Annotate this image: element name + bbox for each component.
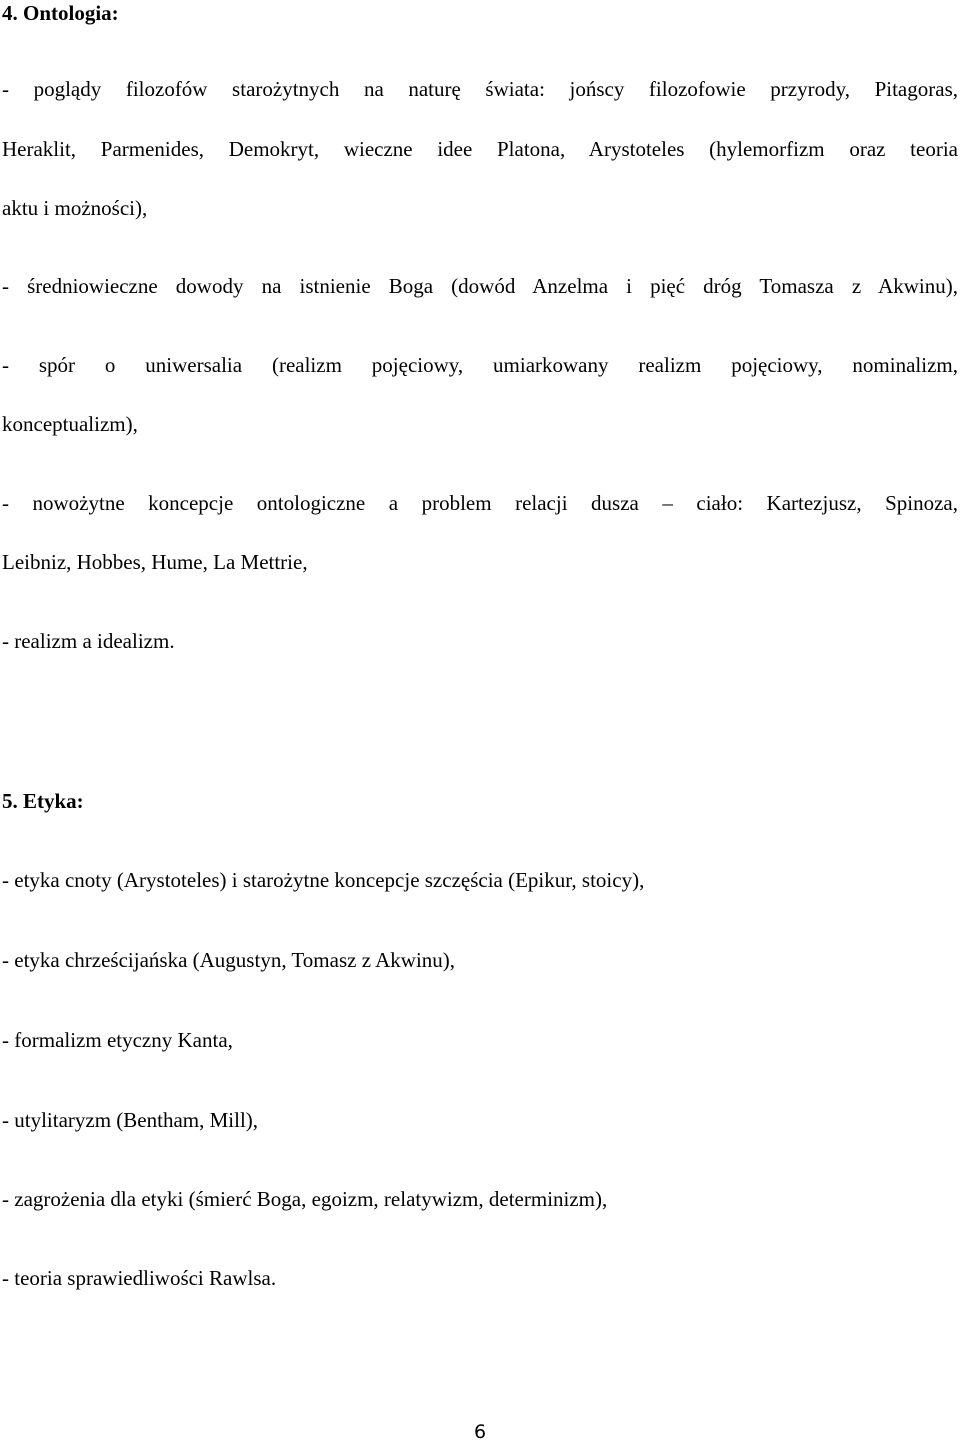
ontologia-line-1: - poglądy filozofów starożytnych na naturę świata: jońscy filozofowie przyrody, Pitagoras, bbox=[2, 77, 958, 101]
section-heading-ontologia: 4. Ontologia: bbox=[2, 1, 119, 25]
ontologia-line-7: - nowożytne koncepcje ontologiczne a problem relacji dusza – ciało: Kartezjusz, Spinoza, bbox=[2, 491, 958, 515]
etyka-line-3: - formalizm etyczny Kanta, bbox=[2, 1028, 233, 1052]
ontologia-line-5: - spór o uniwersalia (realizm pojęciowy, umiarkowany realizm pojęciowy, nominalizm, bbox=[2, 353, 958, 377]
ontologia-line-6: konceptualizm), bbox=[2, 412, 138, 436]
ontologia-line-9: - realizm a idealizm. bbox=[2, 629, 175, 653]
page-number: 6 bbox=[473, 1421, 487, 1443]
etyka-line-5: - zagrożenia dla etyki (śmierć Boga, egoizm, relatywizm, determinizm), bbox=[2, 1187, 608, 1211]
etyka-line-2: - etyka chrześcijańska (Augustyn, Tomasz z Akwinu), bbox=[2, 948, 456, 972]
ontologia-line-8: Leibniz, Hobbes, Hume, La Mettrie, bbox=[2, 550, 308, 574]
section-heading-etyka: 5. Etyka: bbox=[2, 789, 84, 813]
etyka-line-4: - utylitaryzm (Bentham, Mill), bbox=[2, 1108, 259, 1132]
ontologia-line-3: aktu i możności), bbox=[2, 196, 148, 220]
ontologia-line-4: - średniowieczne dowody na istnienie Boga (dowód Anzelma i pięć dróg Tomasza z Akwinu), bbox=[2, 274, 958, 298]
ontologia-line-2: Heraklit, Parmenides, Demokryt, wieczne idee Platona, Arystoteles (hylemorfizm oraz teoria bbox=[2, 137, 958, 161]
etyka-line-6: - teoria sprawiedliwości Rawlsa. bbox=[2, 1266, 277, 1290]
etyka-line-1: - etyka cnoty (Arystoteles) i starożytne koncepcje szczęścia (Epikur, stoicy), bbox=[2, 868, 645, 892]
